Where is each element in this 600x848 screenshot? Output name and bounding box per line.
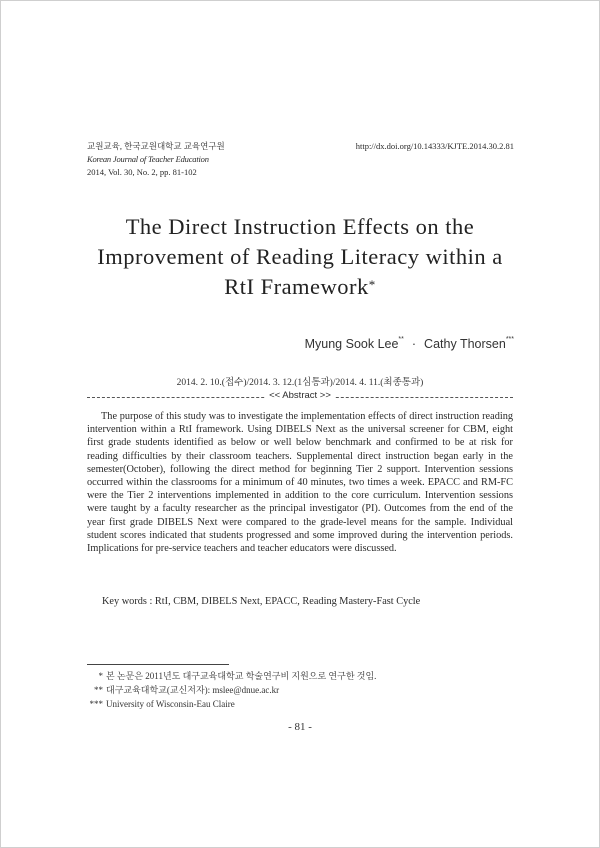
footnote-1-text: 본 논문은 2011년도 대구교육대학교 학술연구비 지원으로 연구한 것임. [106,671,377,681]
author-2-mark: *** [505,336,514,343]
institution-line: 교원교육, 한국교원대학교 교육연구원 [87,141,225,151]
doi-link[interactable]: http://dx.doi.org/10.14333/KJTE.2014.30.2.81 [355,141,514,151]
journal-name: Korean Journal of Teacher Education [87,154,209,164]
title-line-1: The Direct Instruction Effects on the [125,214,475,239]
footnote-2 [87,683,376,697]
abstract-text: The purpose of this study was to investigate the implementation effects of direct instruction reading intervention within a RtI framework. Using DIBELS Next as the universal screener for CBM, eight first grade students identified as below or well below benchmark and confirmed to be at risk for reading difficulties by their classroom teachers. Supplemental direct instruction began early in the semester(October), following the direct method for beginning Tier 2 support. Intervention sessions occurred within the classrooms for a minimum of 40 minutes, two times a week. EPACC and RM-FC were the Tier 2 interventions implemented in addition to the core curriculum. Intervention sessions were taught by a faculty researcher as the principal investigator (PI). Outcomes from the end of the year first grade DIBELS Next were compared to the grade-level means for the sample. Individual student scores indicated that students progressed and some improved during the intervention periods. Implications for pre-service teachers and teacher educators were discussed. [87,411,513,555]
footnote-1 [87,669,376,683]
submission-dates: 2014. 2. 10.(접수)/2014. 3. 12.(1심통과)/2014. 4. 11.(최종통과) [176,378,424,388]
abstract-heading [0,390,600,401]
author-1-mark: ** [398,336,404,343]
footnote-3 [87,697,376,711]
title-line-2: Improvement of Reading Literacy within a [97,244,503,269]
footnote-2-mark: ** [94,685,103,695]
footnote-divider [87,664,229,665]
abstract-heading-text: << Abstract >> [266,390,334,401]
author-list [305,337,514,351]
paper-title [60,212,540,302]
page-number: - 81 - [288,721,312,733]
title-footnote-mark: * [368,277,376,292]
keywords-line: Key words : RtI, CBM, DIBELS Next, EPACC, Reading Mastery-Fast Cycle [102,596,421,607]
author-2-name: Cathy Thorsen [424,337,506,351]
author-separator: · [411,337,417,351]
journal-header [87,140,225,179]
footnote-3-mark: *** [89,699,103,709]
footnote-3-text: University of Wisconsin-Eau Claire [106,699,235,709]
volume-info: 2014, Vol. 30, No. 2, pp. 81-102 [87,167,197,177]
footnotes [87,669,376,711]
title-line-3-text: RtI Framework [224,274,369,299]
author-1-name: Myung Sook Lee [304,337,399,351]
footnote-2-text: 대구교육대학교(교신저자): mslee@dnue.ac.kr [106,685,280,695]
title-line-3 [60,272,540,302]
footnote-1-mark: * [98,671,103,681]
